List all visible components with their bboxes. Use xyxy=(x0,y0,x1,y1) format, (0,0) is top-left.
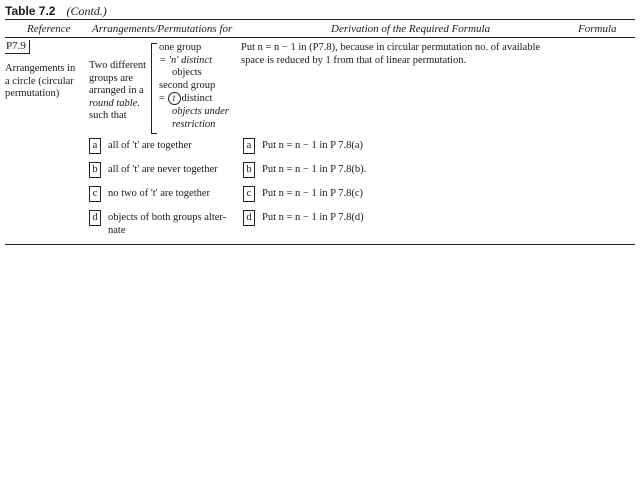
column-header-formula: Formula xyxy=(578,23,617,35)
case-c-letter-box: c xyxy=(89,186,101,202)
column-header-reference: Reference xyxy=(27,23,71,35)
group-brace xyxy=(151,43,157,134)
table-bottom-rule xyxy=(5,244,635,245)
case-b-text: all of 't' are never together xyxy=(108,164,218,175)
case-d-letter-box: d xyxy=(89,210,101,226)
table-title xyxy=(5,4,107,19)
case-b-letter-box: b xyxy=(89,162,101,178)
derivation-text: Put n = n − 1 in (P7.8), because in circular permutation no. of available space is reduced by 1 from that of linear permutation. xyxy=(241,42,541,66)
reference-code: P7.9 xyxy=(5,40,30,54)
group-description: one group = 'n' distinct objects second group = t distinct objects under restriction xyxy=(159,42,229,130)
header-bottom-rule xyxy=(5,37,635,38)
column-header-derivation: Derivation of the Required Formula xyxy=(331,23,491,35)
case-d-derivation-letter-box: d xyxy=(243,210,255,226)
case-a-letter-box: a xyxy=(89,138,101,154)
table-number: Table 7.2 xyxy=(5,4,56,18)
case-c-derivation: Put n = n − 1 in P 7.8(c) xyxy=(262,188,363,199)
table-subtitle: (Contd.) xyxy=(66,4,107,18)
case-c-text: no two of 't' are together xyxy=(108,188,211,199)
case-b-derivation: Put n = n − 1 in P 7.8(b). xyxy=(262,164,367,175)
case-a-derivation-letter-box: a xyxy=(243,138,255,154)
case-d-derivation: Put n = n − 1 in P 7.8(d) xyxy=(262,212,364,223)
case-a-derivation: Put n = n − 1 in P 7.8(a) xyxy=(262,140,363,151)
column-header-arrangements: Arrangements/Permutations for xyxy=(92,23,233,35)
reference-description: Arrangements in a circle (circular permutation) xyxy=(5,63,76,99)
header-top-rule xyxy=(5,19,635,20)
case-a-text: all of 't' are together xyxy=(108,140,192,151)
case-d-text: objects of both groups alter- nate xyxy=(108,212,227,236)
circled-t-symbol: t xyxy=(168,92,181,105)
case-b-derivation-letter-box: b xyxy=(243,162,255,178)
arrangement-lead: Two different groups are arranged in a round table. such that xyxy=(89,60,147,121)
case-c-derivation-letter-box: c xyxy=(243,186,255,202)
